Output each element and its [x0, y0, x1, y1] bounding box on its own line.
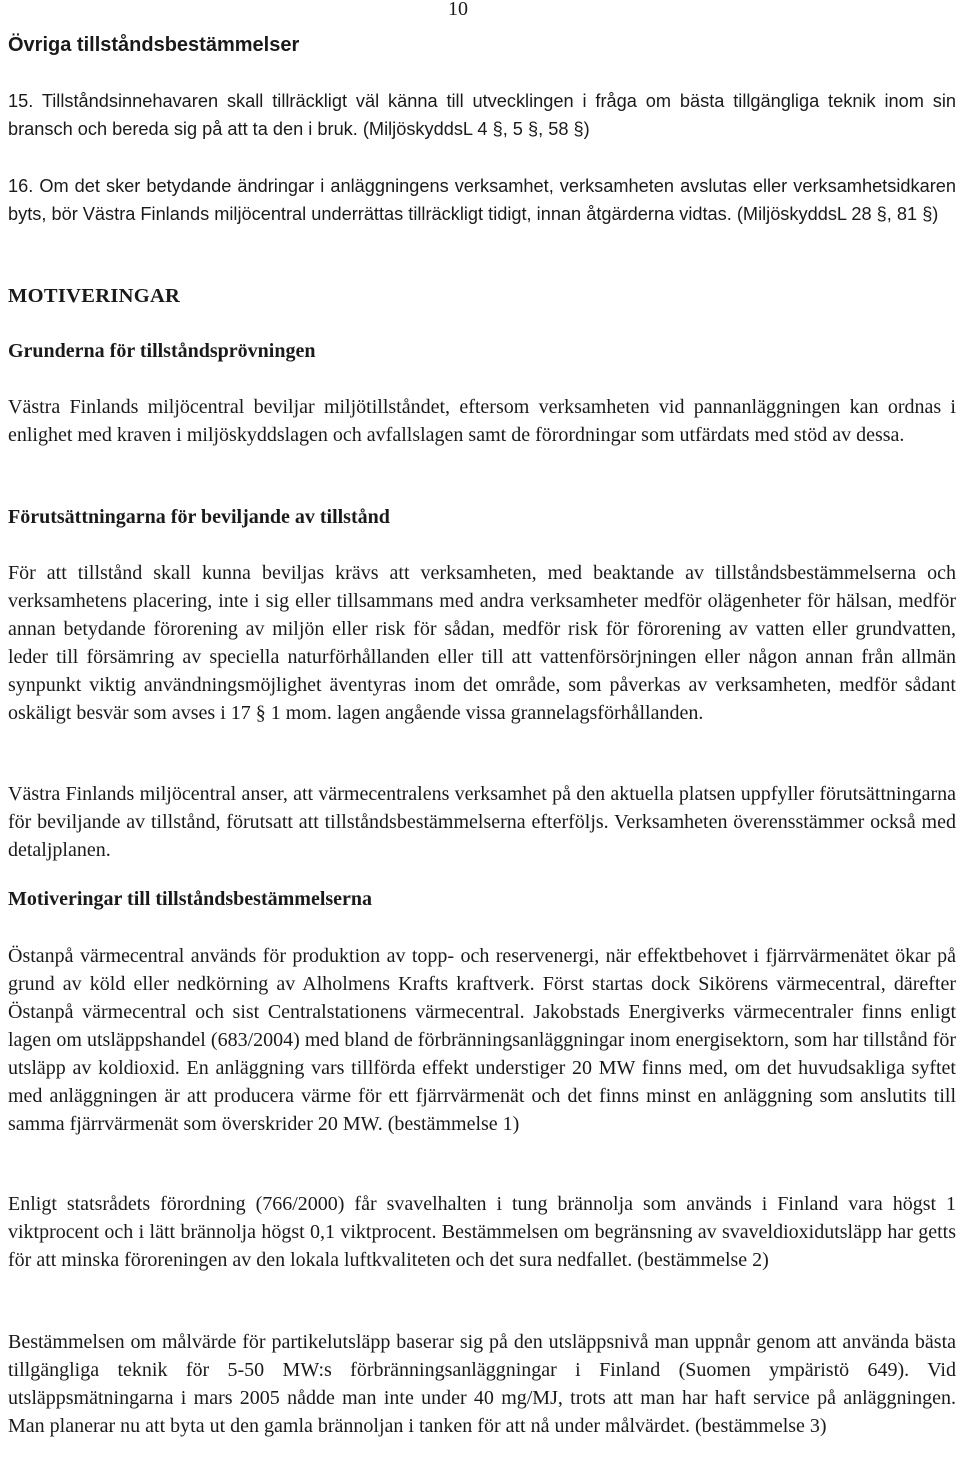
- page-number: 10: [448, 0, 468, 20]
- conditions-paragraph-2: Västra Finlands miljöcentral anser, att värmecentralens verksamhet på den aktuella platsen uppfyller förutsättningarna för beviljande av tillstånd, förutsatt att tillståndsbestämmelserna efterföljs. Verksamheten överensstämmer också med detaljplanen.: [8, 783, 956, 861]
- section-title: Övriga tillståndsbestämmelser: [8, 34, 300, 56]
- motiveringar-heading: MOTIVERINGAR: [8, 285, 181, 307]
- provision-16: 16. Om det sker betydande ändringar i anläggningens verksamhet, verksamheten avslutas eller verksamhetsidkaren byts, bör Västra Finlands miljöcentral underrättas tillräckligt tidigt, innan åtgärderna vidtas. (MiljöskyddsL 28 §, 81 §): [8, 176, 956, 224]
- provision-15: 15. Tillståndsinnehavaren skall tillräckligt väl känna till utvecklingen i fråga om bästa tillgängliga teknik inom sin bransch och bereda sig på att ta den i bruk. (MiljöskyddsL 4 §, 5 §, 58 §): [8, 91, 956, 139]
- conditions-heading: Förutsättningarna för beviljande av tillstånd: [8, 506, 390, 528]
- provisions-heading: Motiveringar till tillståndsbestämmelserna: [8, 888, 373, 910]
- provisions-paragraph-1: Östanpå värmecentral används för produktion av topp- och reservenergi, när effektbehovet i fjärrvärmenätet ökar på grund av köld eller nedkörning av Alholmens Krafts kraftverk. Först startas dock Sikörens värmecentral, därefter Östanpå värmecentral och sist Centralstationens värmecentral. Jakobstads Energiverks värmecentraler finns enligt lagen om utsläppshandel (683/2004) med bland de förbränningsanläggningar inom energisektorn, som har tillstånd för utsläpp av koldioxid. En anläggning vars tillförda effekt understiger 20 MW finns med, om det huvudsakliga syftet med anläggningen är att producera värme för ett fjärrvärmenät och det finns minst en anläggning som anslutits till samma fjärrvärmenät som överskrider 20 MW. (bestämmelse 1): [8, 945, 956, 1135]
- conditions-paragraph-1: För att tillstånd skall kunna beviljas krävs att verksamheten, med beaktande av tillståndsbestämmelserna och verksamhetens placering, inte i sig eller tillsammans med andra verksamheter medför olägenheter för hälsan, medför annan betydande förorening av miljön eller risk för sådan, medför risk för förorening av vatten eller grundvatten, leder till försämring av speciella naturförhållanden eller till att vattenförsörjningen eller någon annan från allmän synpunkt viktig användningsmöjlighet äventyras inom det område, som påverkas av verksamheten, medför sådant oskäligt besvär som avses i 17 § 1 mom. lagen angående vissa grannelagsförhållanden.: [8, 562, 956, 724]
- grounds-heading: Grunderna för tillståndsprövningen: [8, 340, 316, 362]
- provisions-paragraph-3: Bestämmelsen om målvärde för partikelutsläpp baserar sig på den utsläppsnivå man uppnår genom att använda bästa tillgängliga teknik för 5-50 MW:s förbränningsanläggningar i Finland (Suomen ympäristö 649). Vid utsläppsmätningarna i mars 2005 nådde man inte under 40 mg/MJ, trots att man har haft service på anläggningen. Man planerar nu att byta ut den gamla brännoljan i tanken för att nå under målvärdet. (bestämmelse 3): [8, 1331, 956, 1437]
- grounds-paragraph: Västra Finlands miljöcentral beviljar miljötillståndet, eftersom verksamheten vid pannanläggningen kan ordnas i enlighet med kraven i miljöskyddslagen och avfallslagen samt de förordningar som utfärdats med stöd av dessa.: [8, 396, 956, 446]
- provisions-paragraph-2: Enligt statsrådets förordning (766/2000) får svavelhalten i tung brännolja som används i Finland vara högst 1 viktprocent och i lätt brännolja högst 0,1 viktprocent. Bestämmelsen om begränsning av svaveldioxidutsläpp har getts för att minska föroreningen av den lokala luftkvaliteten och det sura nedfallet. (bestämmelse 2): [8, 1193, 956, 1271]
